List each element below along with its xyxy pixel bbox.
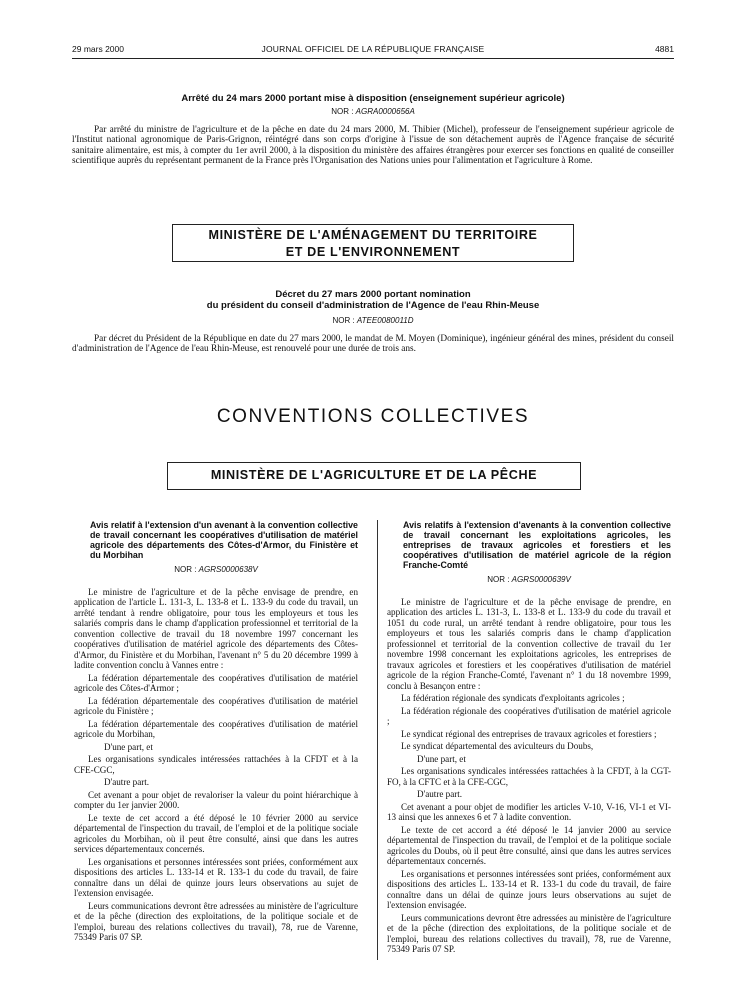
right-paragraph: Cet avenant a pour objet de modifier les articles V-10, V-16, VI-1 et VI-13 ainsi que les annexes 6 et 7 à ladite convention. — [387, 801, 671, 822]
left-paragraph: Les organisations et personnes intéressées sont priées, conformément aux dispositions des articles L. 133-14 et R. 133-1 du code du travail, de faire connaître dans un délai de quinze jours leurs observations au sujet de l'extension envisagée. — [74, 856, 358, 898]
right-paragraph: Les organisations syndicales intéressées rattachées à la CFDT, à la CGT-FO, à la CFTC et à la CFE-CGC, — [387, 766, 671, 787]
ministere-agri-box: MINISTÈRE DE L'AGRICULTURE ET DE LA PÊCHE — [167, 462, 581, 490]
nor-code: AGRS0000639V — [511, 575, 571, 584]
page-number: 4881 — [655, 44, 674, 54]
nor-label: NOR : — [174, 565, 197, 574]
left-paragraph: La fédération départementale des coopératives d'utilisation de matériel agricole du Finistère ; — [74, 695, 358, 716]
ministere-env-line1: MINISTÈRE DE L'AMÉNAGEMENT DU TERRITOIRE — [208, 228, 538, 242]
right-paragraph: Le syndicat départemental des aviculteurs du Doubs, — [401, 741, 594, 751]
left-avis-nor — [74, 565, 358, 576]
header-rule — [72, 58, 674, 59]
right-avis-nor — [387, 575, 671, 586]
ministere-env-line2: ET DE L'ENVIRONNEMENT — [285, 245, 461, 259]
right-paragraph: La fédération régionale des coopératives d'utilisation de matériel agricole ; — [387, 705, 671, 726]
left-avis-title: Avis relatif à l'extension d'un avenant à la convention collective de travail concernant les coopératives d'utilisation de matériel agricole des départements des Côtes-d'Armor, du Finistère et du Morbihan — [90, 520, 358, 560]
nor-code: AGRS0000638V — [198, 565, 258, 574]
left-paragraph: Le texte de cet accord a été déposé le 10 février 2000 au service départemental de l'inspection du travail, de l'emploi et de la politique sociale agricoles du Morbihan, où il peut être consulté, ainsi que dans les autres services départementaux concernés. — [74, 812, 358, 854]
running-header — [72, 44, 674, 58]
left-paragraph: Cet avenant a pour objet de revaloriser la valeur du point hiérarchique à compter du 1er janvier 2000. — [74, 789, 358, 810]
conventions-title: CONVENTIONS COLLECTIVES — [216, 406, 530, 427]
right-paragraph: Le ministre de l'agriculture et de la pêche envisage de prendre, en application des articles L. 131-3, L. 133-8 et L. 133-9 du code du travail et 1051 du code rural, un arrêté tendant à rendre obligatoire, pour tous les employeurs et tous les salariés compris dans le champ d'application professionnel et territorial de la convention collective de travail du 1er novembre 1998 concernant les exploitations agricoles, les entreprises de travaux agricoles et forestiers et les coopératives d'utilisation de matériel agricole de la région Franche-Comté, l'avenant n° 1 du 18 novembre 1999, conclu à Besançon entre : — [387, 596, 671, 691]
journal-title: JOURNAL OFFICIEL DE LA RÉPUBLIQUE FRANÇAISE — [261, 44, 485, 54]
right-paragraph: Leurs communications devront être adressées au ministère de l'agriculture et de la pêche (direction des exploitations, de la politique sociale et de l'emploi, bureau des relations collectives du travail), 78, rue de Varenne, 75349 Paris 07 SP. — [387, 912, 671, 954]
right-column — [387, 520, 671, 957]
decret-title-line1: Décret du 27 mars 2000 portant nomination — [275, 289, 471, 300]
nor-label: NOR : — [487, 575, 510, 584]
nor-label: NOR : — [331, 107, 354, 116]
right-paragraph: Les organisations et personnes intéressées sont priées, conformément aux dispositions des articles L. 133-14 et R. 133-1 du code du travail, de faire connaître dans un délai de quinze jours leurs observations au sujet de l'extension envisagée. — [387, 868, 671, 910]
left-paragraph: Les organisations syndicales intéressées rattachées à la CFDT et à la CFE-CGC, — [74, 754, 358, 775]
nor-code: AGRA0000656A — [355, 107, 415, 116]
decret-nor — [72, 316, 674, 325]
ministere-env-box — [172, 224, 574, 262]
right-paragraph: La fédération régionale des syndicats d'exploitants agricoles ; — [401, 693, 625, 703]
nor-label: NOR : — [332, 316, 355, 325]
right-paragraph: D'autre part. — [417, 789, 463, 799]
right-paragraph: Le texte de cet accord a été déposé le 14 janvier 2000 au service départemental de l'inspection du travail, de l'emploi et de la politique sociale agricoles du Doubs, où il peut être consulté, ainsi que dans les autres services départementaux concernés. — [387, 824, 671, 866]
column-divider — [377, 520, 378, 960]
nor-code: ATEE0080011D — [356, 316, 414, 325]
decret-title-line2: du président du conseil d'administration de l'Agence de l'eau Rhin-Meuse — [206, 300, 540, 311]
left-paragraph: Le ministre de l'agriculture et de la pêche envisage de prendre, en application de l'article L. 131-3, L. 133-8 et L. 133-9 du code du travail, un arrêté tendant à rendre obligatoire, pour tous les employeurs et tous les salariés compris dans le champ d'application professionnel et territorial de la convention collective de travail du 18 novembre 1997 concernant les coopératives d'utilisation de matériel agricole des départements des Côtes-d'Armor, du Finistère et du Morbihan, l'avenant n° 5 du 20 décembre 1999 à ladite convention conclu à Vannes entre : — [74, 586, 358, 670]
arrete-title: Arrêté du 24 mars 2000 portant mise à disposition (enseignement supérieur agricole) — [181, 93, 565, 104]
right-paragraph: Le syndicat régional des entreprises de travaux agricoles et forestiers ; — [401, 728, 657, 739]
header-date: 29 mars 2000 — [72, 44, 124, 54]
left-paragraph: La fédération départementale des coopératives d'utilisation de matériel agricole du Morbihan, — [74, 718, 358, 739]
left-paragraph: D'une part, et — [104, 741, 153, 752]
arrete-text: Par arrêté du ministre de l'agriculture et de la pêche en date du 24 mars 2000, M. Thibier (Michel), professeur de l'enseignement supérieur agricole de l'Institut national agronomique de Paris-Grignon, réintégré dans son corps d'origine à l'issue de son détachement auprès de l'Agence française de sécurité sanitaire alimentaire, est mis, à compter du 1er avril 2000, à la disposition du ministère des affaires étrangères pour exercer ses fonctions en qualité de conseiller scientifique auprès du représentant permanent de la France près l'Organisation des Nations unies pour l'alimentation et l'agriculture à Rome. — [72, 125, 674, 166]
left-paragraph: D'autre part. — [104, 777, 150, 787]
left-column — [74, 520, 358, 945]
right-avis-title: Avis relatifs à l'extension d'avenants à la convention collective de travail concernant les exploitations agricoles, les entreprises de travaux agricoles et forestiers et les coopératives d'utilisation de matériel agricole de la région Franche-Comté — [403, 520, 671, 570]
decret-text: Par décret du Président de la République en date du 27 mars 2000, le mandat de M. Moyen (Dominique), ingénieur général des mines, président du conseil d'administration de l'Agence de l'eau Rhin-Meuse, est renouvelé pour une durée de trois ans. — [72, 334, 674, 355]
left-paragraph: Leurs communications devront être adressées au ministère de l'agriculture et de la pêche (direction des exploitations, de la politique sociale et de l'emploi, bureau des relations collectives du travail), 78, rue de Varenne, 75349 Paris 07 SP. — [74, 900, 358, 942]
left-paragraph: La fédération départementale des coopératives d'utilisation de matériel agricole des Côtes-d'Armor ; — [74, 672, 358, 693]
right-paragraph: D'une part, et — [417, 753, 466, 764]
arrete-nor — [72, 107, 674, 116]
decret-title — [72, 289, 674, 311]
